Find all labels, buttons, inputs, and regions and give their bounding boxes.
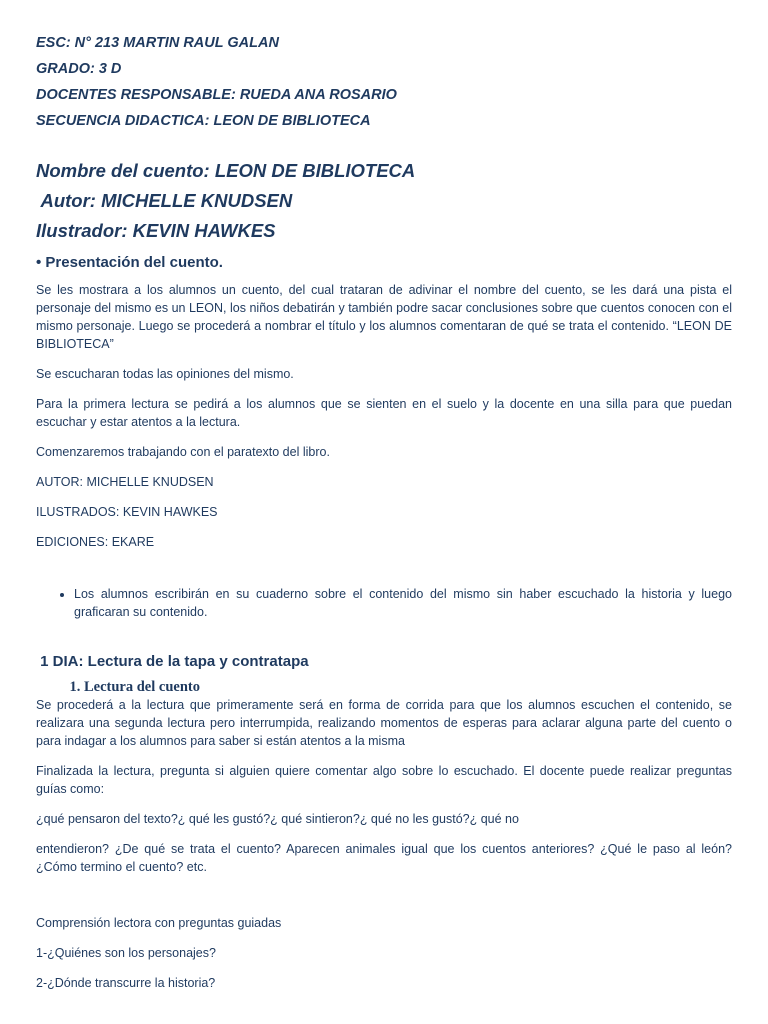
book-illustrator: Ilustrador: KEVIN HAWKES	[36, 220, 276, 241]
day1-title: 1 DIA: Lectura de la tapa y contratapa	[36, 653, 309, 670]
bullet-list	[36, 585, 732, 621]
numbered-list	[36, 678, 732, 696]
paragraph-questions-intro: Finalizada la lectura, pregunta si alguien quiere comentar algo sobre lo escuchado. El docente puede realizar preguntas guías como:	[36, 764, 732, 796]
sequence-line: SECUENCIA DIDACTICA: LEON DE BIBLIOTECA	[36, 113, 371, 129]
paragraph-questions-2: entendieron? ¿De qué se trata el cuento? Aparecen animales igual que los cuentos anteriores? ¿Qué le paso al león? ¿Cómo termino el cuento? etc.	[36, 842, 732, 874]
paragraph-first-reading: Para la primera lectura se pedirá a los alumnos que se sienten en el suelo y la docente en una silla para que puedan escuchar y estar atentos a la lectura.	[36, 397, 732, 429]
teachers-line: DOCENTES RESPONSABLE: RUEDA ANA ROSARIO	[36, 87, 397, 103]
bullet-item: • Los alumnos escribirán en su cuaderno sobre el contenido del mismo sin haber escuchado la historia y luego graficaran su contenido.	[74, 585, 732, 621]
document-page	[36, 30, 732, 992]
question-1: 1-¿Quiénes son los personajes?	[36, 946, 216, 960]
paragraph-paratext: Comenzaremos trabajando con el paratexto del libro.	[36, 445, 330, 459]
book-name: Nombre del cuento: LEON DE BIBLIOTECA	[36, 160, 416, 181]
book-author: Autor: MICHELLE KNUDSEN	[36, 190, 293, 211]
question-2: 2-¿Dónde transcurre la historia?	[36, 976, 216, 990]
section-title-presentation: • Presentación del cuento.	[36, 254, 223, 271]
school-line: ESC: N° 213 MARTIN RAUL GALAN	[36, 35, 279, 51]
paragraph-opinions: Se escucharan todas las opiniones del mismo.	[36, 367, 294, 381]
author-line: AUTOR: MICHELLE KNUDSEN	[36, 475, 214, 489]
illustrator-line: ILUSTRADOS: KEVIN HAWKES	[36, 505, 218, 519]
paragraph-intro: Se les mostrara a los alumnos un cuento, del cual trataran de adivinar el nombre del cuento, se les dará una pista el personaje del mismo es un LEON, los niños debatirán y también podre sacar conclusiones sobre que cuentos conocen con el mismo personaje. Luego se procederá a nombrar el título y los alumnos comentaran de qué se trata el contenido. “LEON DE BIBLIOTECA”	[36, 283, 732, 351]
editions-line: EDICIONES: EKARE	[36, 535, 155, 549]
grade-line: GRADO: 3 D	[36, 61, 122, 77]
numbered-item-reading: 1. Lectura del cuento	[84, 678, 732, 696]
paragraph-comprehension: Comprensión lectora con preguntas guiadas	[36, 916, 282, 930]
paragraph-reading: Se procederá a la lectura que primeramente será en forma de corrida para que los alumnos escuchen el contenido, se realizara una segunda lectura pero interrumpida, realizando momentos de esperas para aclarar alguna parte del cuento o para indagar a los alumnos para saber si están atentos a la misma	[36, 698, 732, 748]
paragraph-questions-1: ¿qué pensaron del texto?¿ qué les gustó?¿ qué sintieron?¿ qué no les gustó?¿ qué no	[36, 812, 519, 826]
